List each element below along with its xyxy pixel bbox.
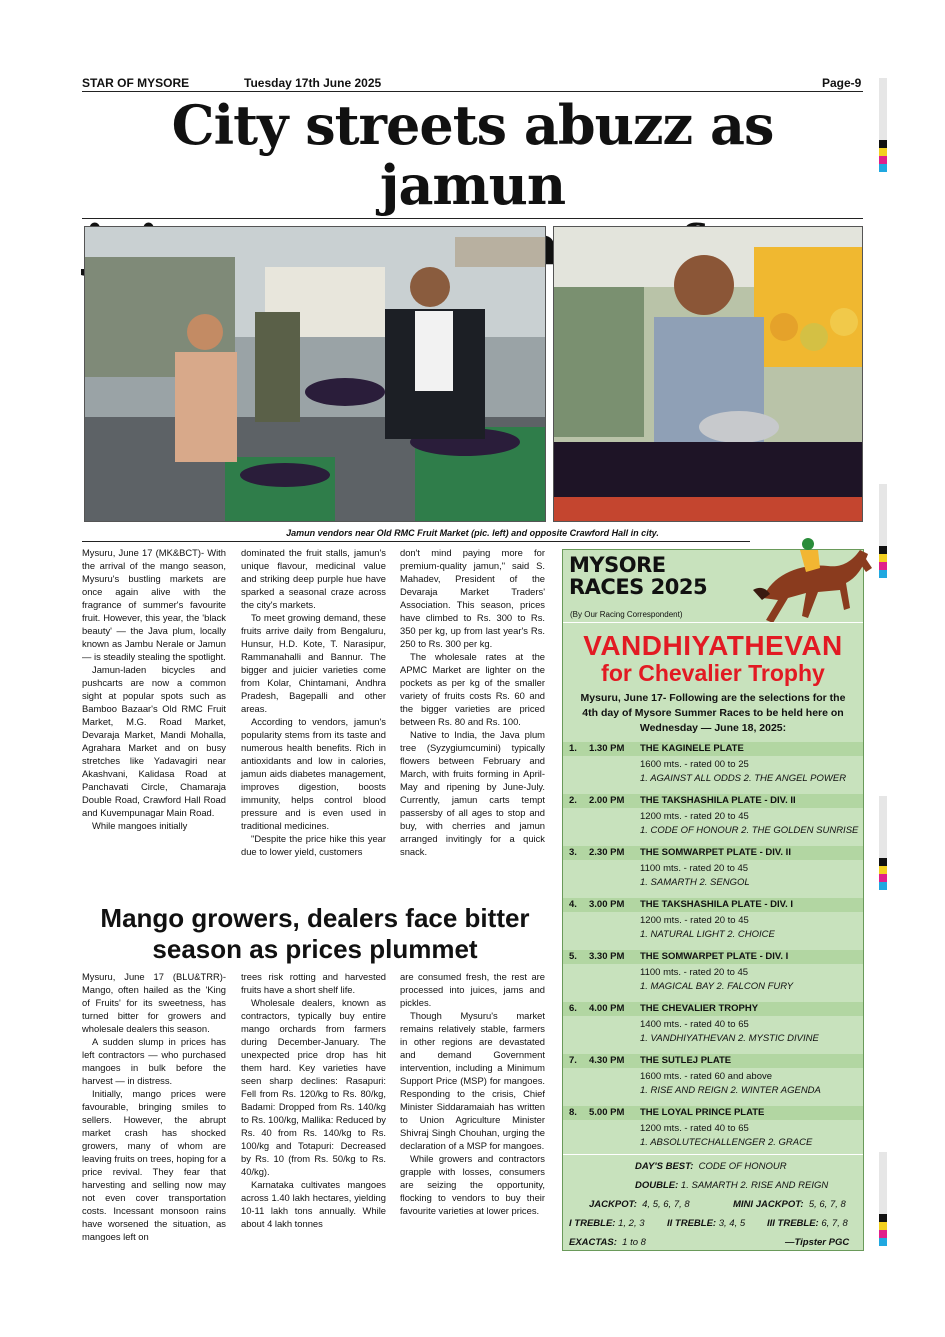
race-number: 4. [569, 899, 577, 910]
double [635, 1180, 828, 1191]
treble-2-label: II TREBLE: [667, 1218, 717, 1229]
race-name: THE SOMWARPET PLATE - DIV. I [640, 951, 789, 962]
race-time: 5.00 PM [589, 1107, 625, 1118]
race-time: 2.00 PM [589, 795, 625, 806]
treble-1-value: 1, 2, 3 [618, 1218, 645, 1229]
story2-headline-line-2: season as prices plummet [152, 934, 478, 964]
race-distance: 1400 mts. - rated 40 to 65 [640, 1019, 749, 1030]
race-distance: 1100 mts. - rated 20 to 45 [640, 967, 749, 978]
treble-2-value: 3, 4, 5 [718, 1218, 746, 1229]
divider [563, 622, 863, 623]
race-time: 1.30 PM [589, 743, 625, 754]
race-name: THE TAKSHASHILA PLATE - DIV. I [640, 899, 794, 910]
story2-column-2 [241, 970, 386, 1230]
story2-column-1 [82, 970, 226, 1243]
race-distance: 1600 mts. - rated 00 to 25 [640, 759, 749, 770]
caption-rule [82, 541, 750, 542]
paragraph: According to vendors, jamun's popularity stems from its taste and numerous health benefits. Rich in antioxidants and low in calories, jamun aids diabetes management, improves digestion, boosts immunity, helps control blood pressure and is even used in traditional medicines. [241, 716, 386, 831]
jackpot [589, 1199, 690, 1210]
race-name: THE SUTLEJ PLATE [640, 1055, 732, 1066]
races-title [569, 554, 707, 598]
story2-headline [80, 903, 550, 965]
race-selections: 1. AGAINST ALL ODDS 2. THE ANGEL POWER [640, 773, 847, 784]
photo-right-image [554, 227, 862, 521]
race-item [563, 898, 863, 950]
headline-line-1: City streets abuzz as jamun [171, 93, 774, 217]
paragraph: While growers and contractors grapple with losses, consumers are seizing the opportunity, flocking to vendors to buy their favourite varieties at lower prices. [400, 1153, 545, 1216]
registration-marks-4 [879, 1152, 887, 1252]
jackpot-label: JACKPOT: [589, 1199, 637, 1210]
registration-marks-2 [879, 484, 887, 584]
photo-jamun-vendors-left [84, 226, 546, 522]
registration-marks-1 [879, 78, 887, 178]
paragraph: Karnataka cultivates mangoes across 1.40 lakh hectares, yielding 10-11 lakh tons annually. While about 4 lakh tonnes [241, 1179, 386, 1229]
race-name: THE TAKSHASHILA PLATE - DIV. II [640, 795, 796, 806]
race-number: 2. [569, 795, 577, 806]
treble-1-label: I TREBLE: [569, 1218, 616, 1229]
race-distance: 1200 mts. - rated 20 to 45 [640, 811, 749, 822]
race-distance: 1200 mts. - rated 40 to 65 [640, 1123, 749, 1134]
photo-caption: Jamun vendors near Old RMC Fruit Market (pic. left) and opposite Crawford Hall in city. [286, 528, 659, 538]
treble-2 [667, 1218, 745, 1229]
race-time: 4.00 PM [589, 1003, 625, 1014]
paragraph: don't mind paying more for premium-quality jamun," said S. Mahadev, President of the Devaraja Market Traders' Association. This season, prices have climbed to Rs. 300 to Rs. 350 per kg, up from last year's Rs. 250 to Rs. 300 per kg. [400, 547, 545, 649]
race-number: 8. [569, 1107, 577, 1118]
race-name: THE KAGINELE PLATE [640, 743, 744, 754]
race-item [563, 794, 863, 846]
treble-3 [767, 1218, 848, 1229]
race-name: THE CHEVALIER TROPHY [640, 1003, 759, 1014]
race-time: 3.00 PM [589, 899, 625, 910]
race-item [563, 846, 863, 898]
race-name: THE SOMWARPET PLATE - DIV. II [640, 847, 791, 858]
exactas [569, 1237, 646, 1248]
race-selections: 1. RISE AND REIGN 2. WINTER AGENDA [640, 1085, 821, 1096]
race-headline-horse: VANDHIYATHEVAN [583, 630, 843, 661]
mini-jackpot [733, 1199, 846, 1210]
paragraph: "Despite the price hike this year due to lower yield, customers [241, 833, 386, 857]
paragraph: To meet growing demand, these fruits arrive daily from Bengaluru, Hunsur, H.D. Kote, T. Narasipur, Rammanahalli and Bannur. The bigger and juicier varieties come from Kolar, Chintamani, Andhra Pradesh, Bagepalli and other areas. [241, 612, 386, 714]
race-distance: 1600 mts. - rated 60 and above [640, 1071, 773, 1082]
race-distance: 1100 mts. - rated 20 to 45 [640, 863, 749, 874]
tipster: —Tipster PGC [785, 1237, 850, 1248]
header-rule [82, 91, 863, 92]
treble-3-label: III TREBLE: [767, 1218, 819, 1229]
days-best-value: CODE OF HONOUR [698, 1161, 787, 1172]
paragraph: While mangoes initially [92, 820, 188, 831]
race-time: 4.30 PM [589, 1055, 625, 1066]
double-label: DOUBLE: [635, 1180, 679, 1191]
registration-marks-3 [879, 796, 887, 896]
photo-jamun-vendor-right [553, 226, 863, 522]
racing-correspondent: (By Our Racing Correspondent) [570, 610, 683, 619]
race-selections: 1. MAGICAL BAY 2. FALCON FURY [640, 981, 794, 992]
race-selections: 1. ABSOLUTECHALLENGER 2. GRACE [640, 1137, 813, 1148]
races-year: 2025 [650, 575, 708, 599]
paragraph: The wholesale rates at the APMC Market are lighter on the pockets as per kg of the smaller variety of fruits costs Rs. 60 and the bigger varieties are priced between Rs. 80 and Rs. 100. [400, 651, 545, 727]
story1-column-1 [82, 546, 226, 832]
story2-headline-line-1: Mango growers, dealers face bitter [100, 903, 530, 933]
photo-left-image [85, 227, 545, 521]
paragraph: Initially, mango prices were favourable, bringing smiles to sellers. However, the abrupt market crash has shocked growers, many of whom are leaving fruits on trees, hoping for a price revival. They fear that harvesting and selling now may not even cover transportation costs. Incessant monsoon rains have worsened the situation, as mangoes left on [82, 1088, 226, 1242]
paper-name: STAR OF MYSORE [82, 76, 190, 90]
exactas-label: EXACTAS: [569, 1237, 617, 1248]
paragraph: Mysuru, June 17 (MK&BCT)- With the arrival of the mango season, Mysuru's bustling markets are once again alive with the fragrance of summer's favourite fruit. However, this year, the 'black beauty' — the Java plum, locally known as Jambu Nerale or Jamun — is steadily stealing the spotlight. [82, 547, 226, 662]
mini-jackpot-label: MINI JACKPOT: [733, 1199, 804, 1210]
race-selections: 1. NATURAL LIGHT 2. CHOICE [640, 929, 775, 940]
race-number: 6. [569, 1003, 577, 1014]
race-item [563, 742, 863, 794]
paragraph: Though Mysuru's market remains relatively stable, farmers in other regions are devastated and demand Government intervention, including a Minimum Support Price (MSP) for mangoes. Responding to the crisis, Chief Minister Siddaramaiah has written to Union Agriculture Minister Shivraj Singh Chouhan, urging the declaration of a MSP for mangoes. [400, 1010, 545, 1151]
race-number: 1. [569, 743, 577, 754]
page-number: Page-9 [822, 76, 862, 90]
paragraph: Wholesale dealers, known as contractors, typically buy entire mango orchards from farmers during December-January. The unexpected price drop has hit them hard. Key varieties have seen sharp declines: Rasapuri: Fell from Rs. 120/kg to Rs. 80/kg, Badami: Dropped from Rs. 140/kg to Rs. 100/kg, Mallika: Reduced by Rs. 40 from Rs. 140/kg to Rs. 100/kg and Totapuri: Decreased by Rs. 10 (from Rs. 50/kg to Rs. 40/kg). [241, 997, 386, 1177]
headline-rule [82, 218, 863, 219]
race-selections: 1. VANDHIYATHEVAN 2. MYSTIC DIVINE [640, 1033, 819, 1044]
divider [563, 1154, 863, 1155]
paragraph: are consumed fresh, the rest are processed into juices, jams and pickles. [400, 971, 545, 1008]
exactas-value: 1 to 8 [622, 1237, 646, 1248]
days-best [635, 1161, 787, 1172]
race-number: 7. [569, 1055, 577, 1066]
race-selections: 1. CODE OF HONOUR 2. THE GOLDEN SUNRISE [640, 825, 859, 836]
races-intro: Mysuru, June 17- Following are the selections for the 4th day of Mysore Summer Races to be held here on Wednesday — June 18, 2025: [580, 692, 846, 734]
story1-column-2 [241, 546, 386, 858]
days-best-label: DAY'S BEST: [635, 1161, 694, 1172]
races-title-line-2: RACES [569, 575, 644, 599]
paragraph: A sudden slump in prices has left contractors — who purchased mangoes in bulk before the harvest — in distress. [82, 1036, 226, 1086]
race-headline-trophy: for Chevalier Trophy [601, 660, 825, 686]
mini-jackpot-value: 5, 6, 7, 8 [808, 1199, 846, 1210]
paragraph: trees risk rotting and harvested fruits have a short shelf life. [241, 971, 386, 995]
race-item [563, 1054, 863, 1106]
treble-3-value: 6, 7, 8 [821, 1218, 848, 1229]
paragraph: Mysuru, June 17 (BLU&TRR)- Mango, often hailed as the 'King of Fruits' for its sweetness, has turned bitter for growers and wholesale dealers this season. [82, 971, 226, 1034]
racehorse-jockey-icon [748, 528, 873, 630]
issue-date: Tuesday 17th June 2025 [244, 76, 382, 90]
jackpot-value: 4, 5, 6, 7, 8 [642, 1199, 690, 1210]
race-distance: 1200 mts. - rated 20 to 45 [640, 915, 749, 926]
race-number: 3. [569, 847, 577, 858]
double-value: 1. SAMARTH 2. RISE AND REIGN [680, 1180, 829, 1191]
treble-1 [569, 1218, 645, 1229]
story2-column-3 [400, 970, 545, 1217]
paragraph: dominated the fruit stalls, jamun's unique flavour, medicinal value and striking deep purple hue have sparked a seasonal craze across the city's markets. [241, 547, 386, 610]
race-selections: 1. SAMARTH 2. SENGOL [640, 877, 750, 888]
race-time: 3.30 PM [589, 951, 625, 962]
story1-column-3 [400, 546, 545, 858]
race-item [563, 1106, 863, 1158]
paragraph: Jamun-laden bicycles and pushcarts are now a common sight at popular spots such as Bamboo Bazaar's Old RMC Fruit Market, M.G. Road Market, Devaraja Market, Mandi Mohalla, Agrahara Market and on busy stretches like Yadavagiri near Akashvani, Kalidasa Road at Panchavati Circle, Chamaraja Double Road, Crawford Hall Road and Kuvempunagar Main Road. [82, 664, 226, 818]
paragraph: Native to India, the Java plum tree (Syzygiumcumini) typically flowers between February and March, with fruits forming in April-May and ripening by June-July. Currently, jamun carts tempt passersby of all ages to stop and buy, with cherries and jamun arranged invitingly for a quick snack. [400, 729, 545, 857]
race-number: 5. [569, 951, 577, 962]
race-item [563, 1002, 863, 1054]
mysore-races-box [562, 549, 864, 1251]
races-title-line-1: MYSORE [569, 553, 666, 577]
race-name: THE LOYAL PRINCE PLATE [640, 1107, 765, 1118]
race-item [563, 950, 863, 1002]
race-time: 2.30 PM [589, 847, 625, 858]
